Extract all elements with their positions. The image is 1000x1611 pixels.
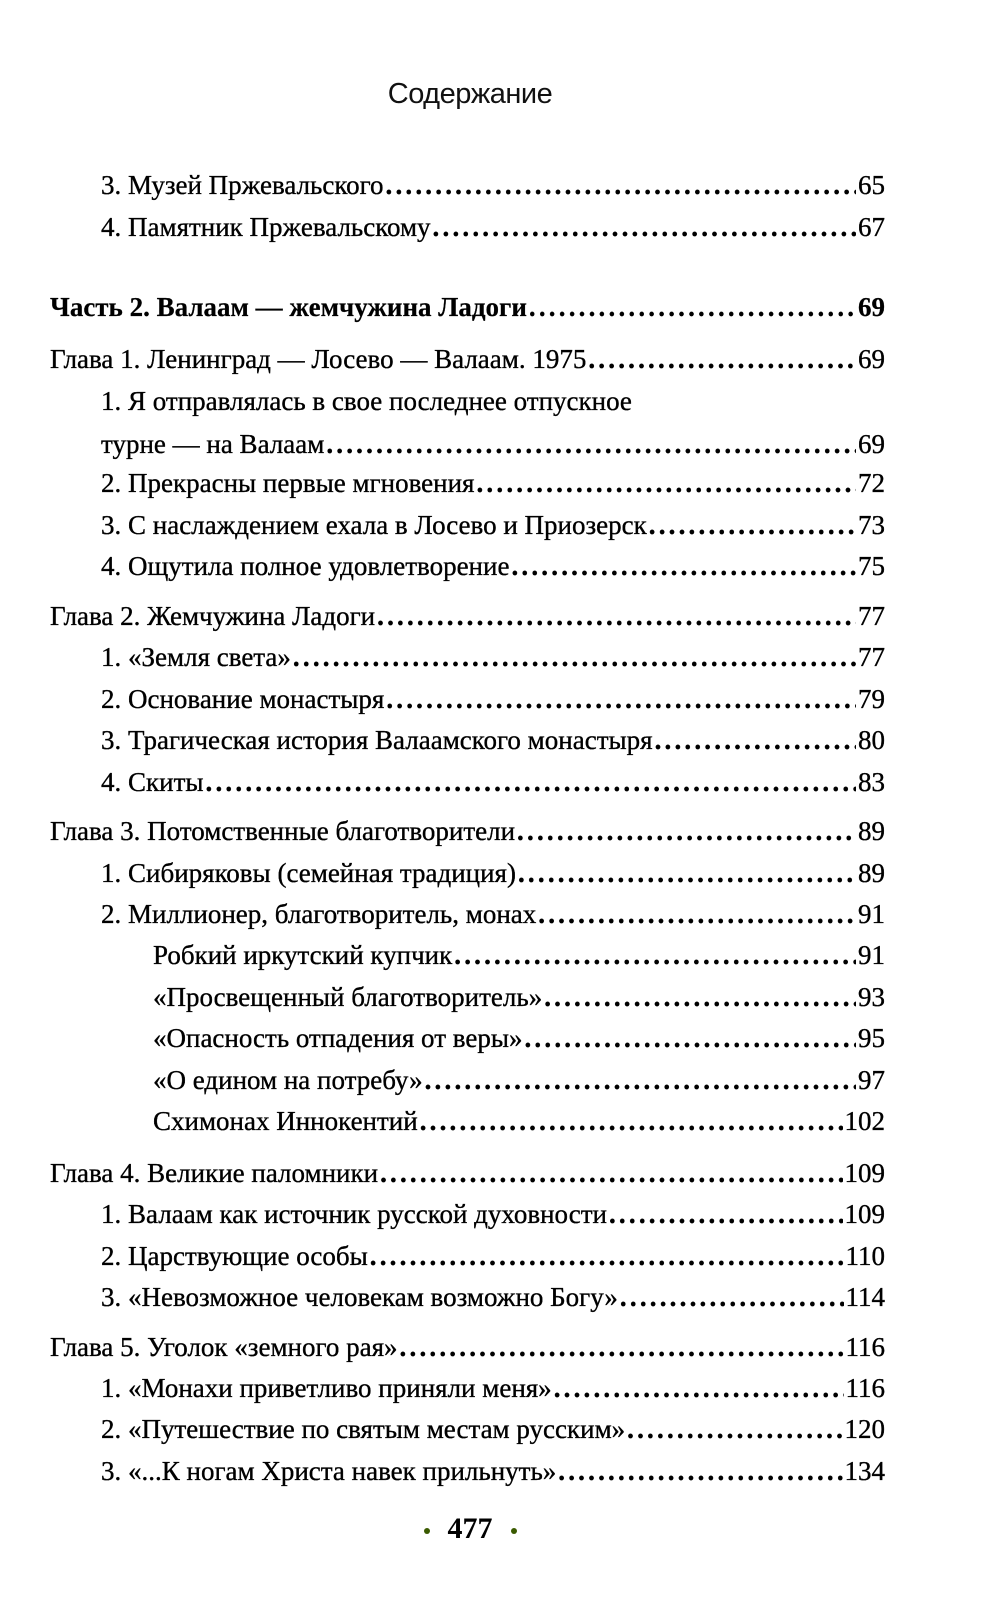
entry-page-number: 102 <box>844 1106 885 1136</box>
leader-dots <box>476 466 856 500</box>
toc-section-entry <box>101 549 885 583</box>
toc-section-entry <box>101 897 885 931</box>
leader-dots <box>433 210 856 244</box>
toc-section-entry <box>101 1454 885 1488</box>
toc-chapter-entry <box>50 342 885 376</box>
entry-page-number: 69 <box>858 292 885 322</box>
leader-dots <box>649 508 856 542</box>
toc-section-entry <box>101 723 885 757</box>
toc-part-entry <box>50 290 885 324</box>
toc-section-entry <box>101 856 885 890</box>
leader-dots <box>609 1197 843 1231</box>
entry-page-number: 72 <box>858 468 885 498</box>
entry-title: Глава 1. Ленинград — Лосево — Валаам. 1975 <box>50 344 587 374</box>
entry-title: 1. Валаам как источник русской духовности <box>101 1199 607 1229</box>
entry-title: 4. Памятник Пржевальскому <box>101 212 431 242</box>
entry-title: 4. Скиты <box>101 767 204 797</box>
toc-section-entry <box>153 938 885 972</box>
ornament-right-icon <box>511 1528 517 1534</box>
toc-section-entry <box>153 1021 885 1055</box>
toc-chapter-entry <box>50 1330 885 1364</box>
entry-title: 3. «...К ногам Христа навек прильнуть» <box>101 1456 557 1486</box>
toc-section-entry <box>101 1371 885 1405</box>
entry-title: Часть 2. Валаам — жемчужина Ладоги <box>50 292 527 322</box>
toc-section-entry <box>101 1239 885 1273</box>
toc-chapter-entry <box>50 599 885 633</box>
toc-section-entry <box>101 1412 885 1446</box>
leader-dots <box>370 1239 844 1273</box>
entry-title: Схимонах Иннокентий <box>153 1106 418 1136</box>
toc-section-entry <box>101 466 885 500</box>
leader-dots <box>655 723 856 757</box>
entry-page-number: 109 <box>844 1199 885 1229</box>
leader-dots <box>511 549 856 583</box>
entry-title: 2. Царствующие особы <box>101 1241 368 1271</box>
entry-page-number: 116 <box>845 1373 885 1403</box>
entry-title: турне — на Валаам <box>101 429 325 459</box>
entry-page-number: 93 <box>858 982 885 1012</box>
leader-dots <box>544 980 856 1014</box>
entry-page-number: 110 <box>845 1241 885 1271</box>
toc-section-entry <box>101 682 885 716</box>
entry-title: 4. Ощутила полное удовлетворение <box>101 551 510 581</box>
entry-page-number: 65 <box>858 170 885 200</box>
entry-page-number: 109 <box>844 1158 885 1188</box>
leader-dots <box>538 897 856 931</box>
entry-page-number: 67 <box>858 212 885 242</box>
entry-page-number: 91 <box>858 940 885 970</box>
leader-dots <box>558 1454 842 1488</box>
toc-chapter-entry <box>50 814 885 848</box>
entry-title: 1. Я отправлялась в свое последнее отпускное <box>101 386 632 416</box>
toc-section-entry <box>101 384 885 418</box>
entry-page-number: 89 <box>858 816 885 846</box>
leader-dots <box>293 640 856 674</box>
entry-page-number: 69 <box>858 429 885 459</box>
toc-section-entry <box>153 980 885 1014</box>
toc-section-entry <box>153 1063 885 1097</box>
leader-dots <box>529 290 856 324</box>
page-footer <box>0 1512 940 1546</box>
leader-dots <box>518 856 856 890</box>
entry-page-number: 89 <box>858 858 885 888</box>
entry-title: «Опасность отпадения от веры» <box>153 1023 523 1053</box>
entry-title: 1. «Монахи приветливо приняли меня» <box>101 1373 552 1403</box>
entry-title: 2. Прекрасны первые мгновения <box>101 468 475 498</box>
entry-page-number: 73 <box>858 510 885 540</box>
leader-dots <box>627 1412 842 1446</box>
leader-dots <box>206 765 856 799</box>
leader-dots <box>377 599 856 633</box>
leader-dots <box>386 168 857 202</box>
leader-dots <box>554 1371 844 1405</box>
entry-title: 1. «Земля света» <box>101 642 291 672</box>
entry-page-number: 116 <box>845 1332 885 1362</box>
toc-section-entry <box>101 508 885 542</box>
entry-title: Глава 2. Жемчужина Ладоги <box>50 601 376 631</box>
toc-section-entry <box>101 427 885 461</box>
toc-section-entry <box>101 640 885 674</box>
leader-dots <box>517 814 856 848</box>
entry-page-number: 69 <box>858 344 885 374</box>
entry-title: Глава 5. Уголок «земного рая» <box>50 1332 398 1362</box>
entry-page-number: 95 <box>858 1023 885 1053</box>
leader-dots <box>326 427 856 461</box>
entry-page-number: 120 <box>844 1414 885 1444</box>
page-number: 477 <box>447 1512 493 1545</box>
entry-title: 2. Основание монастыря <box>101 684 385 714</box>
entry-page-number: 91 <box>858 899 885 929</box>
ornament-left-icon <box>424 1528 430 1534</box>
entry-title: 3. Музей Пржевальского <box>101 170 384 200</box>
entry-page-number: 77 <box>858 601 885 631</box>
leader-dots <box>380 1156 842 1190</box>
entry-page-number: 80 <box>858 725 885 755</box>
toc-chapter-entry <box>50 1156 885 1190</box>
entry-title: «Просвещенный благотворитель» <box>153 982 543 1012</box>
toc-section-entry <box>101 1280 885 1314</box>
entry-title: 3. Трагическая история Валаамского монастыря <box>101 725 653 755</box>
entry-title: 2. «Путешествие по святым местам русским» <box>101 1414 626 1444</box>
entry-page-number: 114 <box>845 1282 885 1312</box>
entry-page-number: 97 <box>858 1065 885 1095</box>
leader-dots <box>620 1280 844 1314</box>
entry-title: 2. Миллионер, благотворитель, монах <box>101 899 537 929</box>
entry-title: Глава 4. Великие паломники <box>50 1158 379 1188</box>
entry-title: 1. Сибиряковы (семейная традиция) <box>101 858 516 888</box>
toc-section-entry <box>101 765 885 799</box>
entry-title: «О едином на потребу» <box>153 1065 423 1095</box>
toc-section-entry <box>153 1104 885 1138</box>
entry-title: 3. «Невозможное человекам возможно Богу» <box>101 1282 618 1312</box>
toc-section-entry <box>101 210 885 244</box>
entry-title: Робкий иркутский купчик <box>153 940 453 970</box>
leader-dots <box>588 342 856 376</box>
entry-page-number: 75 <box>858 551 885 581</box>
leader-dots <box>454 938 856 972</box>
page-title: Содержание <box>387 78 553 110</box>
toc-section-entry <box>101 168 885 202</box>
entry-page-number: 134 <box>844 1456 885 1486</box>
entry-title: 3. С наслаждением ехала в Лосево и Приозерск <box>101 510 647 540</box>
leader-dots <box>420 1104 843 1138</box>
entry-title: Глава 3. Потомственные благотворители <box>50 816 516 846</box>
leader-dots <box>524 1021 856 1055</box>
entry-page-number: 79 <box>858 684 885 714</box>
leader-dots <box>425 1063 856 1097</box>
entry-page-number: 83 <box>858 767 885 797</box>
leader-dots <box>386 682 856 716</box>
toc-section-entry <box>101 1197 885 1231</box>
leader-dots <box>400 1330 844 1364</box>
entry-page-number: 77 <box>858 642 885 672</box>
